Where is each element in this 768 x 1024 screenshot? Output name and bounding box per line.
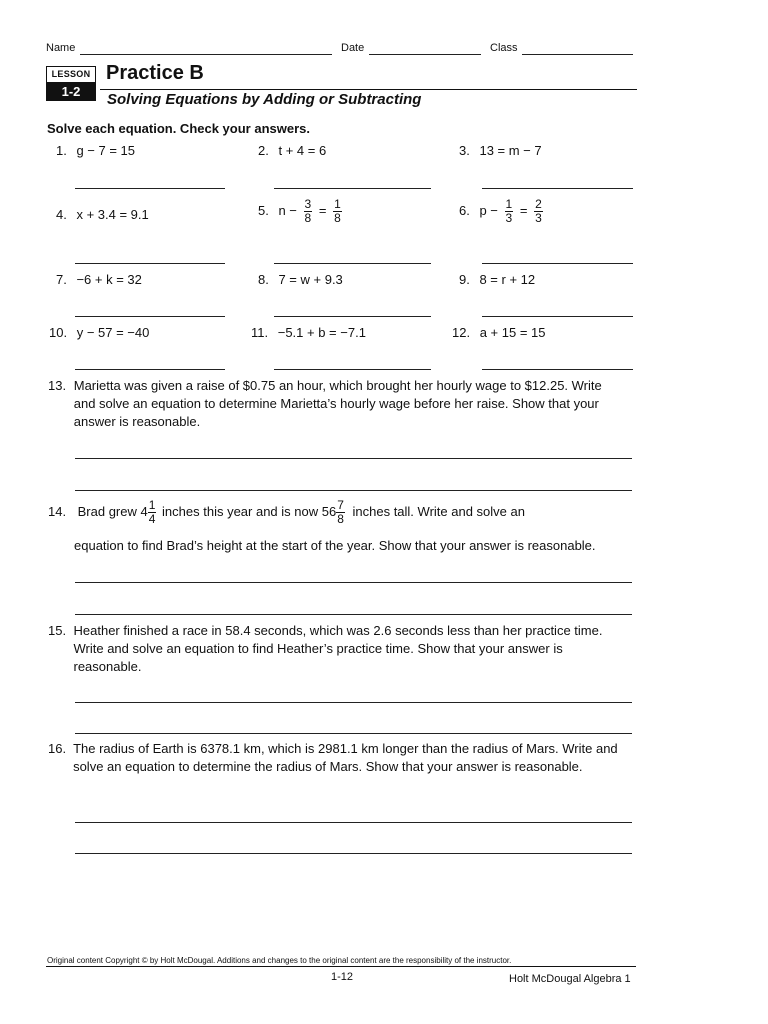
title-divider — [100, 89, 637, 90]
problem-equation: p − — [479, 202, 498, 218]
instructions: Solve each equation. Check your answers. — [47, 121, 310, 136]
answer-line-1[interactable] — [75, 188, 225, 189]
problem-equation: −5.1 + b = −7.1 — [277, 325, 366, 340]
problem-number: 5. — [258, 202, 269, 218]
footer-divider — [46, 966, 636, 967]
problem-text: Marietta was given a raise of $0.75 an hour, which brought her hourly wage to $12.25. Write and solve an equation to determine Marietta’s hourly wage before her raise. Show that your answer is reasonable. — [73, 378, 602, 429]
problem-number: 12. — [452, 325, 471, 340]
problem-7 — [56, 272, 142, 288]
date-label: Date — [341, 42, 365, 54]
answer-line-5[interactable] — [274, 263, 431, 264]
problem-equation: 13 = m − 7 — [479, 143, 542, 158]
problem-9 — [459, 272, 535, 288]
answer-line-2[interactable] — [274, 188, 431, 189]
word-problem-14-line2: equation to find Brad’s height at the start of the year. Show that your answer is reasonable. — [74, 538, 596, 553]
problem-number: 14. — [48, 503, 67, 519]
page-title: Practice B — [106, 62, 204, 84]
answer-line-12[interactable] — [482, 369, 633, 370]
answer-line-7[interactable] — [75, 316, 225, 317]
lesson-number: 1-2 — [46, 83, 96, 101]
problem-number: 2. — [258, 143, 269, 158]
problem-number: 4. — [56, 207, 67, 222]
problem-equation: 7 = w + 9.3 — [278, 272, 343, 287]
problem-1 — [56, 143, 135, 159]
problem-number: 7. — [56, 272, 67, 287]
answer-line-10[interactable] — [75, 369, 225, 370]
date-field[interactable] — [369, 54, 481, 55]
page-subtitle: Solving Equations by Adding or Subtracting — [107, 91, 422, 108]
problem-12 — [452, 325, 545, 341]
word-problem-14 — [48, 499, 525, 526]
answer-line-14b[interactable] — [75, 614, 632, 615]
problem-number: 3. — [459, 143, 470, 158]
answer-line-16a[interactable] — [75, 822, 632, 823]
answer-line-15b[interactable] — [75, 733, 632, 734]
answer-line-6[interactable] — [482, 263, 633, 264]
problem-11 — [251, 325, 366, 341]
problem-number: 13. — [48, 378, 67, 393]
fraction: $\frac{3}{8}$ — [304, 197, 312, 225]
problem-4 — [56, 207, 149, 223]
problem-text: inches this year and is now 56 — [162, 503, 337, 519]
problem-10 — [49, 325, 149, 341]
problem-2 — [258, 143, 326, 159]
problem-text: Brad grew 4 — [77, 503, 148, 519]
lesson-badge — [46, 66, 96, 102]
class-field[interactable] — [522, 54, 633, 55]
answer-line-11[interactable] — [274, 369, 431, 370]
problem-equation: −6 + k = 32 — [76, 272, 142, 287]
book-title: Holt McDougal Algebra 1 — [509, 973, 631, 985]
problem-8 — [258, 272, 343, 288]
problem-equation: 8 = r + 12 — [479, 272, 536, 287]
answer-line-4[interactable] — [75, 263, 225, 264]
problem-number: 6. — [459, 202, 470, 218]
fraction: $\frac{1}{8}$ — [334, 197, 341, 225]
answer-line-13a[interactable] — [75, 458, 632, 459]
answer-line-14a[interactable] — [75, 582, 632, 583]
answer-line-13b[interactable] — [75, 490, 632, 491]
answer-line-3[interactable] — [482, 188, 633, 189]
answer-line-9[interactable] — [482, 316, 633, 317]
fraction: $\frac{7}{8}$ — [337, 498, 344, 526]
problem-number: 11. — [251, 325, 269, 340]
problem-number: 16. — [48, 741, 67, 756]
problem-equation: n − — [278, 202, 297, 218]
problem-equation: g − 7 = 15 — [76, 143, 136, 158]
problem-equation: t + 4 = 6 — [278, 143, 327, 158]
problem-text: Heather finished a race in 58.4 seconds, which was 2.6 seconds less than her practice time. Write and solve an equation to find Heather’s practice time. Show that your answer is reasonable. — [73, 623, 603, 674]
fraction: $\frac{2}{3}$ — [535, 197, 542, 225]
problem-equation: a + 15 = 15 — [479, 325, 546, 340]
class-label: Class — [490, 42, 518, 54]
problem-number: 9. — [459, 272, 470, 287]
problem-equation: y − 57 = −40 — [76, 325, 150, 340]
fraction: $\frac{1}{3}$ — [505, 197, 513, 225]
problem-6: 6. p − $\frac{1}{3}$ = $\frac{2}{3}$ — [459, 197, 542, 225]
problem-number: 15. — [48, 623, 67, 638]
answer-line-8[interactable] — [274, 316, 431, 317]
problem-number: 8. — [258, 272, 269, 287]
problem-number: 1. — [56, 143, 67, 158]
problem-3 — [459, 143, 542, 159]
problem-text: inches tall. Write and solve an — [352, 503, 525, 519]
lesson-tag: LESSON — [46, 66, 96, 83]
fraction: $\frac{1}{4}$ — [148, 498, 156, 526]
problem-5: 5. n − $\frac{3}{8}$ = $\frac{1}{8}$ — [258, 197, 341, 225]
word-problem-16 — [48, 740, 618, 776]
problem-equation: x + 3.4 = 9.1 — [76, 207, 149, 222]
word-problem-15 — [48, 622, 618, 676]
word-problem-13 — [48, 377, 618, 431]
name-label: Name — [46, 42, 76, 54]
answer-line-16b[interactable] — [75, 853, 632, 854]
page-number: 1-12 — [331, 971, 354, 983]
problem-text: The radius of Earth is 6378.1 km, which is 2981.1 km longer than the radius of Mars. Write and solve an equation to determine the radius of Mars. Show that your answer is reasonable. — [73, 741, 618, 774]
copyright-notice: Original content Copyright © by Holt McDougal. Additions and changes to the original content are the responsibility of the instructor. — [47, 956, 512, 965]
name-field[interactable] — [80, 54, 332, 55]
answer-line-15a[interactable] — [75, 702, 632, 703]
problem-number: 10. — [49, 325, 68, 340]
